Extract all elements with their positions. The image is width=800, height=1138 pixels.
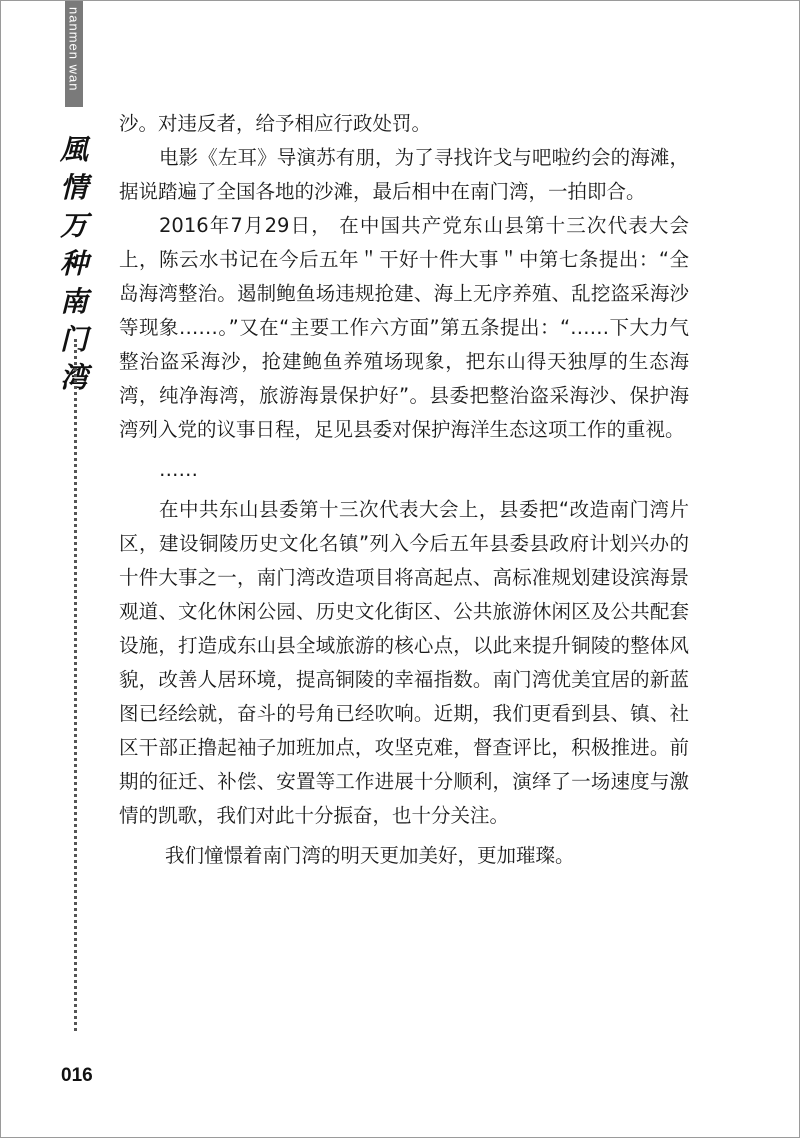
paragraph: 2016年7月29日， 在中国共产党东山县第十三次代表大会上，陈云水书记在今后五年＂干好十件大事＂中第七条提出：“全岛海湾整治。遏制鲍鱼场违规抢建、海上无序养殖、乱挖盗采海沙等现象……。”又在“主要工作六方面”第五条提出：“……下大力气整治盗采海沙，抢建鲍鱼养殖场现象，把东山得天独厚的生态海湾，纯净海湾，旅游海景保护好”。县委把整治盗采海沙、保护海湾列入党的议事日程，足见县委对保护海洋生态这项工作的重视。 xyxy=(119,214,689,441)
paragraph: 电影《左耳》导演苏有朋，为了寻找许戈与吧啦约会的海滩，据说踏遍了全国各地的沙滩，最后相中在南门湾，一拍即合。 xyxy=(119,146,689,203)
section-break-ellipsis: …… xyxy=(159,458,198,481)
page-number: 016 xyxy=(61,1065,93,1086)
paragraph: 我们憧憬着南门湾的明天更加美好，更加璀璨。 xyxy=(165,844,575,867)
paragraph: 在中共东山县委第十三次代表大会上，县委把“改造南门湾片区，建设铜陵历史文化名镇”列入今后五年县委县政府计划兴办的十件大事之一，南门湾改造项目将高起点、高标准规划建设滨海景观道、文化休闲公园、历史文化街区、公共旅游休闲区及公共配套设施，打造成东山县全域旅游的核心点，以此来提升铜陵的整体风貌，改善人居环境，提高铜陵的幸福指数。南门湾优美宜居的新蓝图已经绘就，奋斗的号角已经吹响。近期，我们更看到县、镇、社区干部正撸起袖子加班加点，攻坚克难，督查评比，积极推进。前期的征迁、补偿、安置等工作进展十分顺利，演绎了一场速度与激情的凯歌，我们对此十分振奋，也十分关注。 xyxy=(119,498,689,827)
margin-tab-text: nanmen wan xyxy=(66,7,82,92)
chapter-title-vertical: 風情万种南门湾 xyxy=(59,133,88,394)
body-text xyxy=(119,107,689,873)
dotted-rule xyxy=(74,339,77,1031)
paragraph: 沙。对违反者，给予相应行政处罚。 xyxy=(119,112,432,135)
